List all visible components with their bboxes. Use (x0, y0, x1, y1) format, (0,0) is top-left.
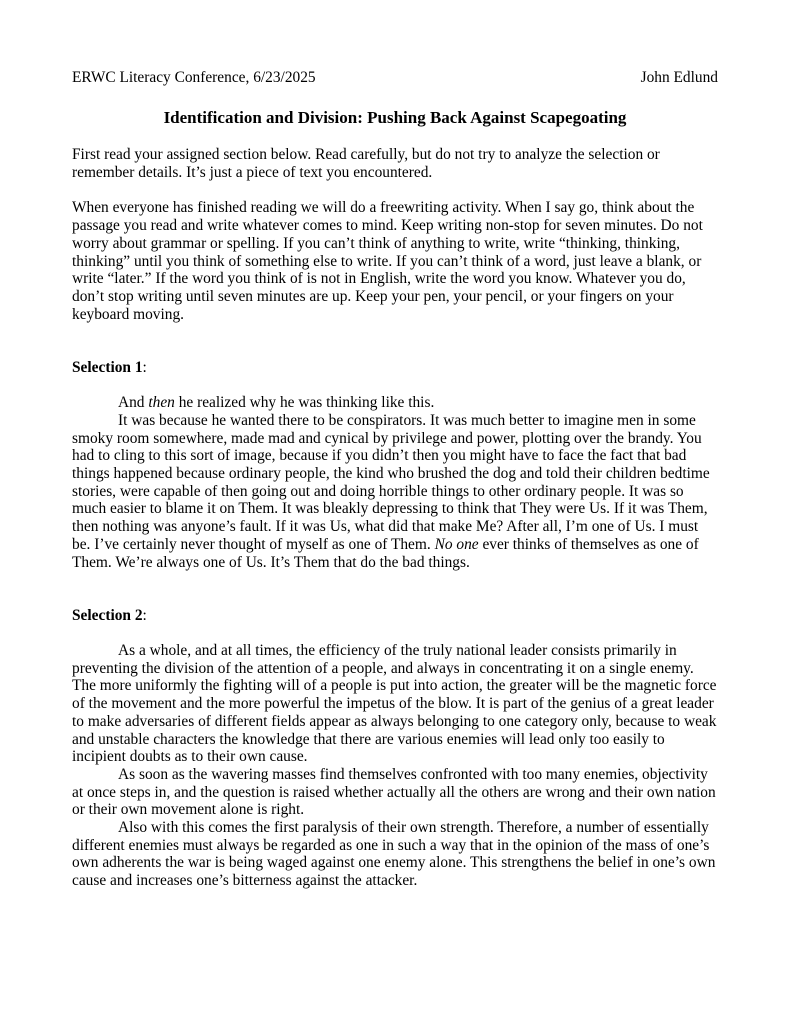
intro-paragraph-2: When everyone has finished reading we will do a freewriting activity. When I say go, think about the passage you read and write whatever comes to mind. Keep writing non-stop for seven minutes. Do not worry about grammar or spelling. If you can’t think of anything to write, write “thinking, thinking, thinking” until you think of something else to write. If you can’t think of a word, just leave a blank, or write “later.” If the word you think of is not in English, write the word you know. Whatever you do, don’t stop writing until seven minutes are up. Keep your pen, your pencil, or your fingers on your keyboard moving. (72, 199, 703, 323)
selection-1-paragraph-2: It was because he wanted there to be conspirators. It was much better to imagine men in some smoky room somewhere, made mad and cynical by privilege and power, plotting over the brandy. You had to cling to this sort of image, because if you didn’t then you might have to face the fact that bad things happened because ordinary people, the kind who brushed the dog and told their children bedtime stories, were capable of then going out and doing horrible things to other ordinary people. It was so much easier to blame it on Them. It was bleakly depressing to think that They were Us. If it was Them, then nothing was anyone’s fault. If it was Us, what did that make Me? After all, I’m one of Us. I must be. I’ve certainly never thought of myself as one of Them. No one ever thinks of themselves as one of Them. We’re always one of Us. It’s Them that do the bad things. (72, 411, 710, 571)
selection-2-paragraph-1: As a whole, and at all times, the efficiency of the truly national leader consists primarily in preventing the division of the attention of a people, and always in concentrating it on a single enemy. The more uniformly the fighting will of a people is put into action, the greater will be the magnetic force of the movement and the more powerful the impetus of the blow. It is part of the genius of a great leader to make adversaries of different fields appear as always belonging to one category only, because to weak and unstable characters the knowledge that there are various enemies will lead only too easily to incipient doubts as to their own cause. (72, 642, 717, 766)
header-right-author: John Edlund (640, 69, 718, 86)
selection-2-paragraph-3: Also with this comes the first paralysis of their own strength. Therefore, a number of essentially different enemies must always be regarded as one in such a way that in the opinion of the mass of one’s own adherents the war is being waged against one enemy alone. This strengthens the belief in one’s own cause and increases one’s bitterness against the attacker. (72, 819, 716, 890)
selection-1-heading (72, 359, 718, 377)
selection-2-heading (72, 607, 718, 625)
selection-2-paragraph-2: As soon as the wavering masses find themselves confronted with too many enemies, objectivity at once steps in, and the question is raised whether actually all the others are wrong and their own nation or their own movement alone is right. (72, 765, 716, 819)
selection-2-heading-colon: : (142, 606, 147, 624)
intro-paragraph-1: First read your assigned section below. Read carefully, but do not try to analyze the selection or remember details. It’s just a piece of text you encountered. (72, 146, 660, 182)
selection-1-heading-label: Selection 1 (72, 358, 143, 376)
document-header (72, 69, 718, 87)
selection-2-heading-label: Selection 2 (72, 606, 143, 624)
selection-1-paragraph-1: And then he realized why he was thinking like this. (118, 394, 435, 412)
document-title: Identification and Division: Pushing Back Against Scapegoating (163, 107, 627, 127)
header-left-text: ERWC Literacy Conference, 6/23/2025 (72, 69, 316, 86)
selection-1-heading-colon: : (142, 358, 147, 376)
